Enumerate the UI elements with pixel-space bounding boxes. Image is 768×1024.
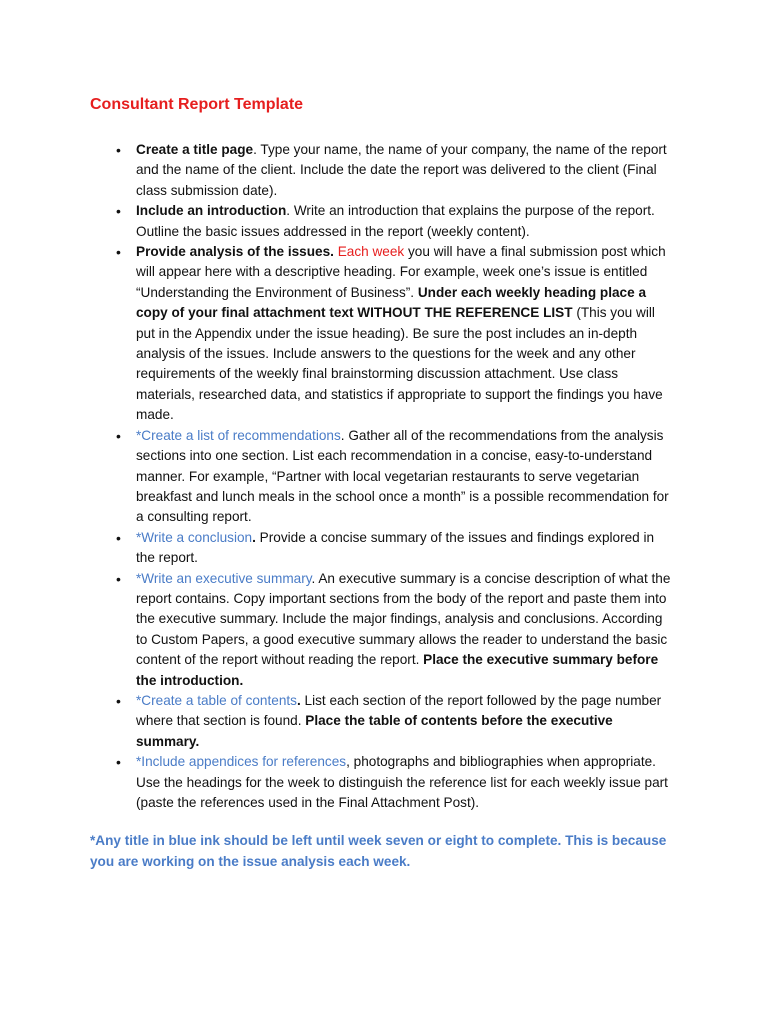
list-item bbox=[90, 752, 672, 813]
item-text: . Type your name, the name of your company, the name of the report and the name of the client. Include the date the report was delivered to the client (Final class submission date). bbox=[136, 142, 667, 198]
item-lead-blue: *Create a list of recommendations bbox=[136, 427, 341, 443]
bullet-icon: • bbox=[116, 692, 121, 709]
item-bold-instruction: Place the table of contents before the executive summary. bbox=[136, 713, 613, 749]
instruction-list bbox=[90, 140, 672, 813]
item-lead: Include an introduction bbox=[136, 203, 287, 219]
item-lead-blue: *Create a table of contents bbox=[136, 692, 297, 708]
page-title: Consultant Report Template bbox=[90, 96, 304, 113]
item-lead-blue: *Include appendices for references bbox=[136, 754, 347, 770]
item-bold-instruction: Place the executive summary before the introduction. bbox=[136, 652, 659, 688]
item-text: Provide a concise summary of the issues and findings explored in the report. bbox=[136, 529, 655, 566]
item-red-highlight: Each week bbox=[333, 244, 405, 260]
list-item bbox=[90, 140, 672, 201]
bullet-icon: • bbox=[116, 244, 121, 261]
list-item bbox=[90, 242, 672, 426]
list-item bbox=[90, 528, 672, 569]
item-bold-instruction: Under each weekly heading place a copy of your final attachment text WITHOUT THE REFERENCE LIST bbox=[136, 284, 647, 321]
bullet-icon: • bbox=[116, 570, 121, 587]
item-lead-blue: *Write an executive summary bbox=[136, 570, 312, 586]
list-item bbox=[90, 569, 672, 691]
item-lead: Provide analysis of the issues. bbox=[136, 244, 334, 260]
bullet-icon: • bbox=[116, 427, 121, 444]
item-text: . Gather all of the recommendations from the analysis sections into one section. List each recommendation in a concise, easy-to-understand manner. For example, “Partner with local vegetarian restaurants to serve vegetarian breakfast and lunch meals in the school once a month” is a possible recommendation for a consulting report. bbox=[136, 427, 669, 525]
bullet-icon: • bbox=[116, 203, 121, 220]
list-item bbox=[90, 426, 672, 528]
item-text: . An executive summary is a concise description of what the report contains. Copy important sections from the body of the report and paste them into the executive summary. Include the major findings, analysis and conclusions. According to Custom Papers, a good executive summary allows the reader to understand the basic content of the report without reading the report. bbox=[136, 570, 671, 668]
item-text: . Write an introduction that explains the purpose of the report. Outline the basic issues addressed in the report (weekly content). bbox=[136, 203, 655, 239]
bullet-icon: • bbox=[116, 754, 121, 771]
item-text: you will have a final submission post which will appear here with a descriptive heading. For example, week one’s issue is entitled “Understanding the Environment of Business”. bbox=[136, 244, 666, 300]
item-lead-blue: *Write a conclusion bbox=[136, 529, 253, 545]
item-dot: . bbox=[296, 692, 301, 708]
item-text: (This you will put in the Appendix under the issue heading). Be sure the post includes an in-depth analysis of the issues. Include answers to the questions for the week and any other requirements of the weekly final brainstorming discussion attachment. Use class materials, researched data, and statistics if appropriate to support the findings you have made. bbox=[136, 305, 663, 423]
item-dot: . bbox=[252, 529, 256, 545]
bullet-icon: • bbox=[116, 142, 121, 158]
item-text: , photographs and bibliographies when appropriate. Use the headings for the week to distinguish the reference list for each weekly issue part (paste the references used in the Final Attachment Post). bbox=[136, 754, 668, 810]
list-item bbox=[90, 201, 672, 242]
item-text: List each section of the report followed by the page number where that section is found. bbox=[136, 692, 662, 729]
bullet-icon: • bbox=[116, 529, 121, 546]
blue-ink-note: *Any title in blue ink should be left until week seven or eight to complete. This is because you are working on the issue analysis each week. bbox=[90, 833, 667, 869]
item-lead: Create a title page bbox=[136, 142, 254, 157]
list-item bbox=[90, 691, 672, 752]
